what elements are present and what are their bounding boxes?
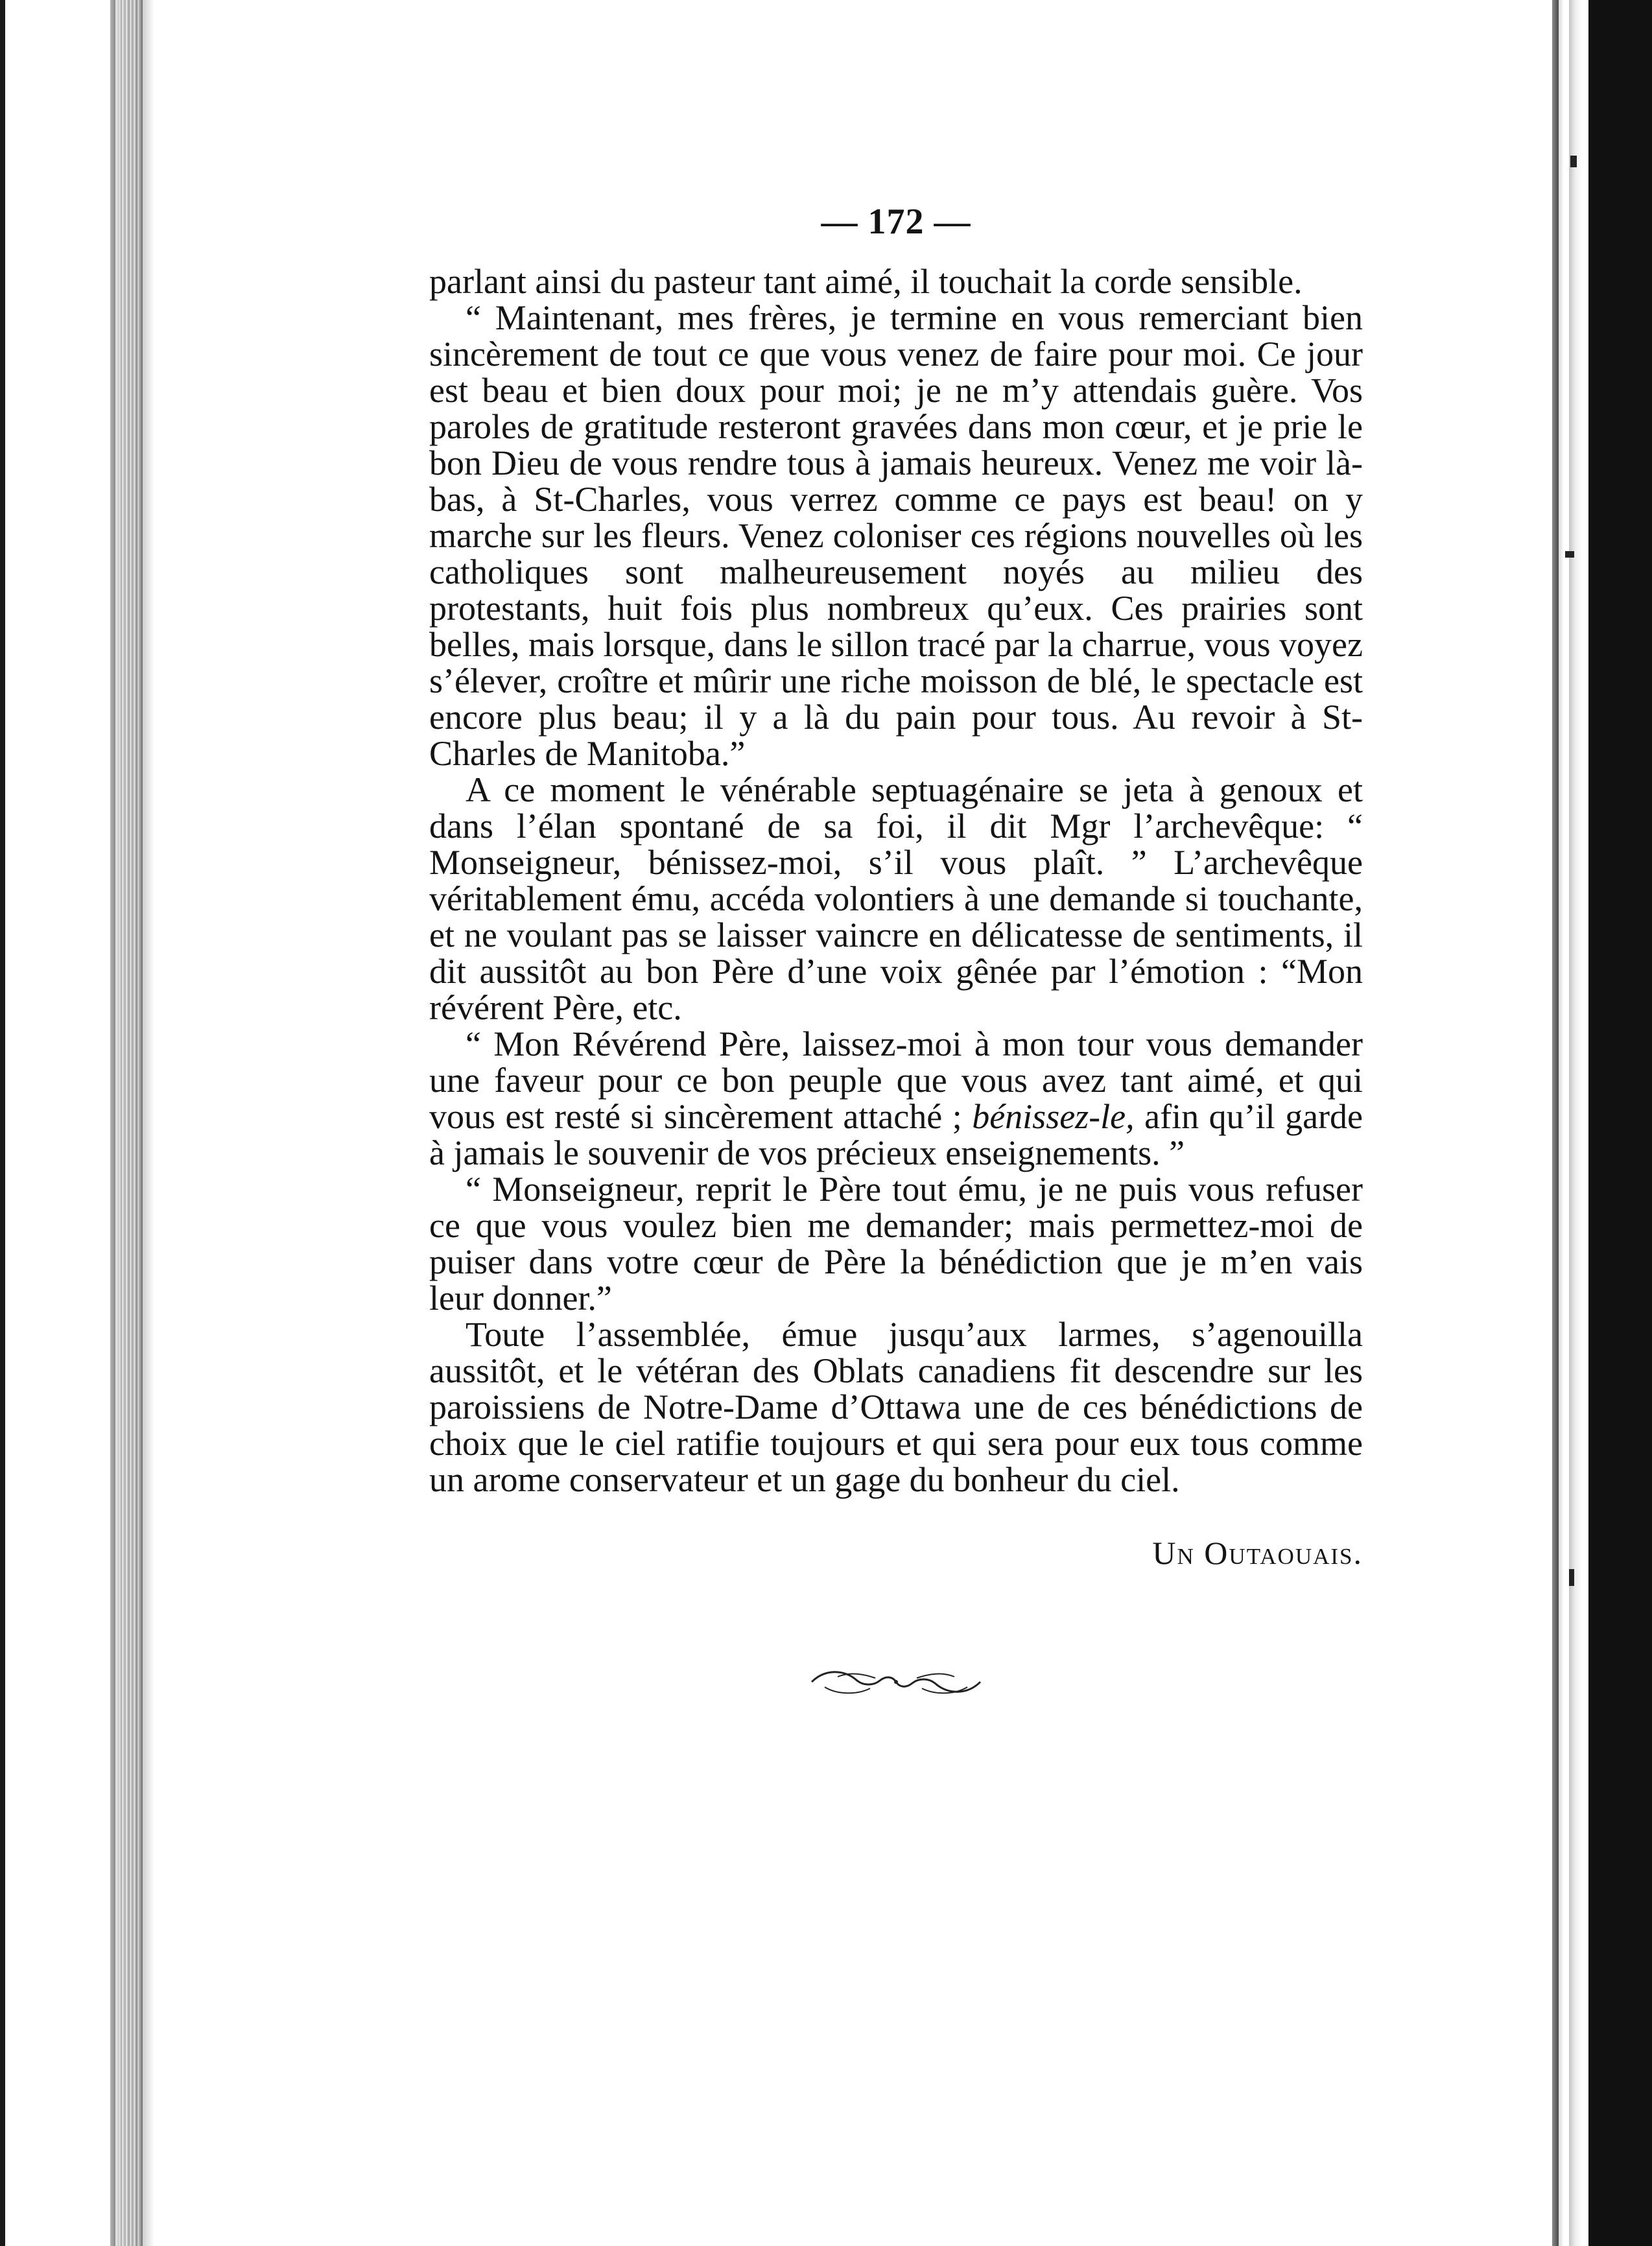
- page-body: [429, 263, 1363, 1498]
- right-binding-edge: [1550, 0, 1652, 2246]
- page-number: — 172 —: [821, 202, 971, 242]
- paragraph: “ Maintenant, mes frères, je termine en vous remerciant bien sincèrement de tout ce que vous venez de faire pour moi. Ce jour est beau et bien doux pour moi; je ne m’y attendais guère. Vos paroles de gratitude resteront gravées dans mon cœur, et je prie le bon Dieu de vous rendre tous à jamais heureux. Venez me voir là-bas, à St-Charles, vous verrez comme ce pays est beau! on y marche sur les fleurs. Venez coloniser ces régions nouvelles où les catholiques sont malheureusement noyés au milieu des protestants, huit fois plus nombreux qu’eux. Ces prairies sont belles, mais lorsque, dans le sillon tracé par la charrue, vous voyez s’élever, croître et mûrir une riche moisson de blé, le spectacle est encore plus beau; il y a là du pain pour tous. Au revoir à St-Charles de Manitoba.”: [429, 298, 1363, 773]
- paragraph-text: “ Mon Révérend Père, laissez-moi à mon tour vous demander une faveur pour ce bon peuple que vous avez tant aimé, et qui vous est resté si sincèrement attaché ;: [429, 1024, 1363, 1136]
- flourish-ornament-icon: [799, 1662, 993, 1701]
- signature: Un Outaouais.: [1152, 1535, 1363, 1571]
- paragraph: A ce moment le vénérable septuagénaire se jeta à genoux et dans l’élan spontané de sa foi, il dit Mgr l’archevêque: “ Monseigneur, bénissez-moi, s’il vous plaît. ” L’archevêque véritablement ému, accéda volontiers à une demande si touchante, et ne voulant pas se laisser vaincre en délicatesse de sentiments, il dit aussitôt au bon Père d’une voix gênée par l’émotion : “Mon révérent Père, etc.: [429, 770, 1363, 1027]
- italic-emphasis: bénissez-le,: [972, 1097, 1135, 1136]
- edge-mark: [1569, 1569, 1574, 1586]
- edge-mark: [1565, 551, 1574, 558]
- paragraph: [429, 1026, 1363, 1171]
- paragraph: parlant ainsi du pasteur tant aimé, il touchait la corde sensible.: [429, 262, 1303, 301]
- paragraph: Toute l’assemblée, émue jusqu’aux larmes, s’agenouilla aussitôt, et le vétéran des Oblats canadiens fit descendre sur les paroissiens de Notre-Dame d’Ottawa une de ces bénédictions de choix que le ciel ratifie toujours et qui sera pour eux tous comme un arome conservateur et un gage du bonheur du ciel.: [429, 1315, 1363, 1499]
- book-page: [429, 201, 1363, 1701]
- paragraph-text: afin qu’il garde à jamais le souvenir de vos précieux enseignements. ”: [429, 1097, 1363, 1172]
- edge-mark: [1570, 156, 1577, 167]
- left-binding-edge: [0, 0, 154, 2246]
- paragraph: “ Monseigneur, reprit le Père tout ému, je ne puis vous refuser ce que vous voulez bien me demander; mais permettez-moi de puiser dans votre cœur de Père la bénédiction que je m’en vais leur donner.”: [429, 1170, 1363, 1318]
